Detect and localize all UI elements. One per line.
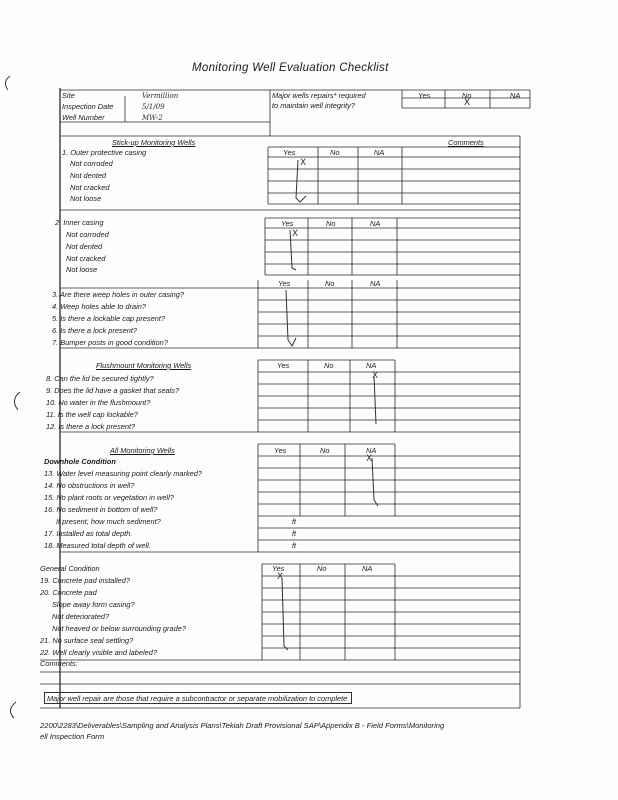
allwells-question: 18. Measured total depth of well.	[44, 541, 151, 550]
general-yes-header: Yes	[272, 564, 285, 573]
major-repairs-answer-mark: X	[464, 98, 471, 108]
stickup-q2-label: 2. Inner casing	[55, 218, 104, 227]
stickup-question: 4. Weep holes able to drain?	[52, 302, 146, 311]
stickup-section-header: Stick-up Monitoring Wells	[112, 138, 196, 147]
general-check-mark: X	[277, 572, 284, 582]
general-question: Not deteriorated?	[52, 612, 110, 621]
stickup-q2-item: Not corroded	[66, 230, 109, 239]
allwells-no-header: No	[320, 446, 330, 455]
stickup-q1-item: Not corroded	[70, 159, 113, 168]
general-question: Not heaved or below surrounding grade?	[52, 624, 186, 633]
flushmount-yes-header: Yes	[277, 361, 290, 370]
allwells-check-mark: X	[366, 454, 373, 464]
stickup-q1-label: 1. Outer protective casing	[62, 148, 147, 157]
flushmount-question: 9. Does the lid have a gasket that seals?	[46, 386, 180, 395]
flushmount-question: 12. Is there a lock present?	[46, 422, 136, 431]
stickup-q1-check-mark: X	[300, 158, 307, 168]
stickup-q1-item: Not dented	[70, 171, 107, 180]
inspection-date-label: Inspection Date	[62, 102, 114, 111]
stickup-q1-yes-header: Yes	[283, 148, 296, 157]
stickup-question: 6. Is there a lock present?	[52, 326, 138, 335]
stickup-q2-no-header: No	[326, 219, 336, 228]
stickup-question: 5. Is there a lockable cap present?	[52, 314, 165, 323]
stickup-q2-item: Not loose	[66, 265, 98, 274]
stickup-question: 3. Are there weep holes in outer casing?	[52, 290, 185, 299]
flushmount-question: 10. No water in the flushmount?	[46, 398, 151, 407]
allwells-question: 17. Installed as total depth.	[44, 529, 133, 538]
stickup-q2-na-header: NA	[370, 219, 381, 228]
allwells-section-header: All Monitoring Wells	[110, 446, 175, 455]
major-repairs-question-line1: Major wells repairs* required	[272, 91, 366, 100]
major-repairs-no-header: No	[462, 91, 472, 100]
stickup-q1-item: Not loose	[70, 194, 102, 203]
allwells-na-header: NA	[366, 446, 377, 455]
allwells-question: 14. No obstructions in well?	[44, 481, 135, 490]
allwells-question: 16. No sediment in bottom of well?	[44, 505, 158, 514]
allwells-question: 15. No plant roots or vegetation in well?	[44, 493, 174, 502]
major-repair-footnote: Major well repair are those that require a subcontractor or separate mobilization to complete	[44, 692, 352, 704]
general-question: 20. Concrete pad	[40, 588, 97, 597]
flushmount-no-header: No	[324, 361, 334, 370]
stickup-q3-na-header: NA	[370, 279, 381, 288]
general-question: 21. No surface seal settling?	[40, 636, 134, 645]
allwells-yes-header: Yes	[274, 446, 287, 455]
site-value: Vermillion	[142, 92, 179, 100]
general-question: Slope away form casing?	[52, 600, 135, 609]
general-question: 19. Concrete pad installed?	[40, 576, 130, 585]
flushmount-na-header: NA	[366, 361, 377, 370]
stickup-q1-no-header: No	[330, 148, 340, 157]
sediment-ft-unit: ft	[292, 517, 297, 526]
stickup-q3-yes-header: Yes	[278, 279, 291, 288]
page-title: Monitoring Well Evaluation Checklist	[192, 62, 389, 74]
flushmount-check-mark: X	[372, 371, 379, 381]
comments-column-header: Comments	[448, 138, 484, 147]
general-condition-label: General Condition	[40, 564, 100, 573]
stickup-question: 7. Bumper posts in good condition?	[52, 338, 168, 347]
flushmount-question: 11. Is the well cap lockable?	[46, 410, 138, 419]
allwells-question: 13. Water level measuring point clearly marked?	[44, 469, 203, 478]
general-question: 22. Well clearly visible and labeled?	[40, 648, 157, 657]
comments-label: Comments:	[40, 659, 78, 668]
downhole-condition-label: Downhole Condition	[44, 457, 116, 466]
stickup-q3-no-header: No	[325, 279, 335, 288]
general-no-header: No	[317, 564, 327, 573]
inspection-date-value: 5/1/09	[142, 103, 165, 111]
flushmount-question: 8. Can the lid be secured tightly?	[46, 374, 154, 383]
major-repairs-question-line2: to maintain well integrity?	[272, 101, 355, 110]
stickup-q1-na-header: NA	[374, 148, 385, 157]
well-number-value: MW-2	[142, 114, 163, 122]
site-label: Site	[62, 91, 75, 100]
major-repairs-yes-header: Yes	[418, 91, 431, 100]
flushmount-section-header: Flushmount Monitoring Wells	[96, 361, 192, 370]
stickup-q2-check-mark: X	[292, 229, 299, 239]
well-number-label: Well Number	[62, 113, 105, 122]
stickup-q1-item: Not cracked	[70, 183, 110, 192]
stickup-q2-item: Not dented	[66, 242, 103, 251]
installed-depth-ft-unit: ft	[292, 529, 297, 538]
stickup-q2-yes-header: Yes	[281, 219, 294, 228]
measured-depth-ft-unit: ft	[292, 541, 297, 550]
file-path-line1: 2200\2283\Deliverables\Sampling and Analysis Plans\Tekiah Draft Provisional SAP\Appendix B - Field Forms\Monitoring	[40, 721, 445, 730]
general-na-header: NA	[362, 564, 373, 573]
allwells-question: If present, how much sediment?	[56, 517, 161, 526]
stickup-q2-item: Not cracked	[66, 254, 106, 263]
major-repairs-na-header: NA	[510, 91, 521, 100]
file-path-line2: ell Inspection Form	[40, 732, 105, 741]
